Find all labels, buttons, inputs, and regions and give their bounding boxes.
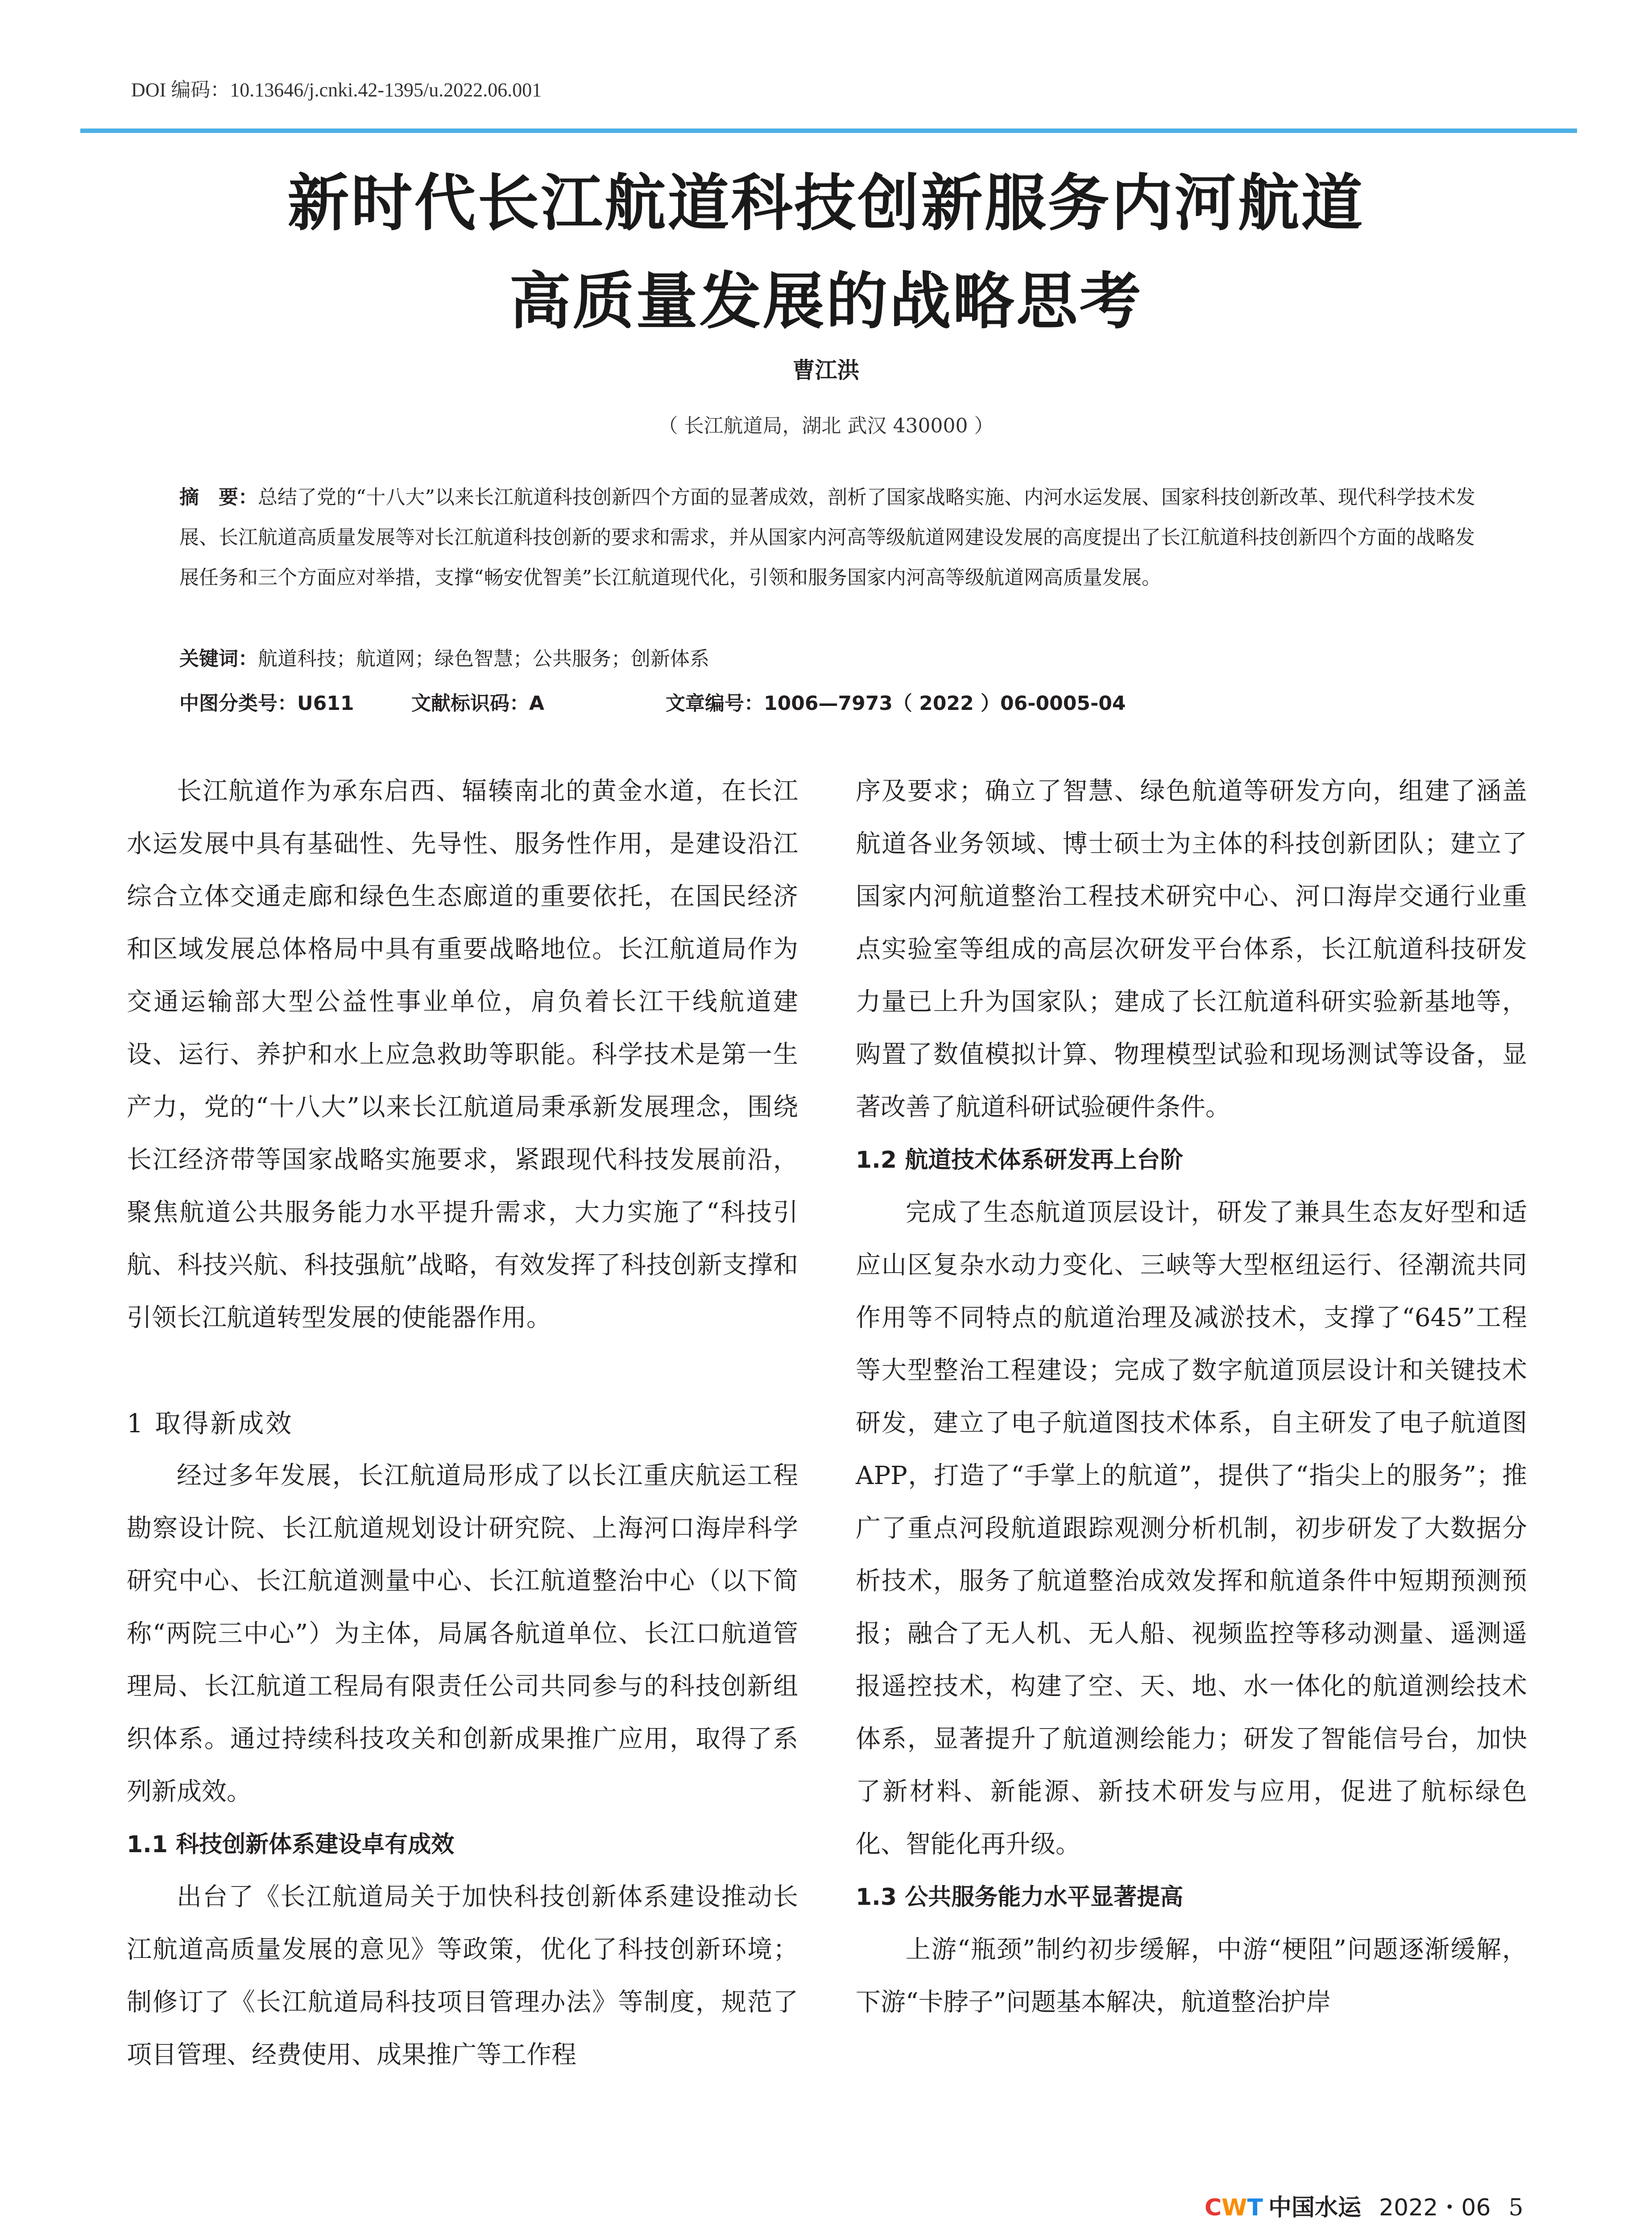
body-column-left (127, 765, 798, 2082)
body-paragraph: 经过多年发展，长江航道局形成了以长江重庆航运工程勘察设计院、长江航道规划设计研究院、上海河口海岸科学研究中心、长江航道测量中心、长江航道整治中心（以下简称“两院三中心”）为主体，局属各航道单位、长江口航道管理局、长江航道工程局有限责任公司共同参与的科技创新组织体系。通过持续科技攻关和创新成果推广应用，取得了系列新成效。 (127, 1461, 798, 1806)
abstract (179, 477, 1486, 598)
keywords (179, 643, 1486, 671)
article-title-line-2: 高质量发展的战略思考 (509, 265, 1143, 337)
body-paragraph: 长江航道作为承东启西、辐辏南北的黄金水道，在长江水运发展中具有基础性、先导性、服务性作用，是建设沿江综合立体交通走廊和绿色生态廊道的重要依托，在国民经济和区域发展总体格局中具有重要战略地位。长江航道局作为交通运输部大型公益性事业单位，肩负着长江干线航道建设、运行、养护和水上应急救助等职能。科学技术是第一生产力，党的“十八大”以来长江航道局秉承新发展理念，围绕长江经济带等国家战略实施要求，紧跟现代科技发展前沿，聚焦航道公共服务能力水平提升需求，大力实施了“科技引航、科技兴航、科技强航”战略，有效发挥了科技创新支撑和引领长江航道转型发展的使能器作用。 (127, 777, 798, 1332)
article-title-line-1: 新时代长江航道科技创新服务内河航道 (287, 166, 1365, 239)
issue-number: 2022・06 (1379, 2194, 1491, 2221)
section-gap (127, 1344, 798, 1397)
article-number: 文章编号：1006—7973（ 2022 ）06-0005-04 (666, 692, 1126, 715)
author-affiliation: （ 长江航道局，湖北 武汉 430000 ） (658, 415, 994, 437)
subsection-heading: 1.3 公共服务能力水平显著提高 (856, 1884, 1184, 1911)
body-paragraph: 出台了《长江航道局关于加快科技创新体系建设推动长江航道高质量发展的意见》等政策，优化了科技创新环境；制修订了《长江航道局科技项目管理办法》等制度，规范了项目管理、经费使用、成果推广等工作程 (127, 1883, 798, 2069)
abstract-label: 摘 要： (179, 486, 258, 509)
section-heading: 1 取得新成效 (127, 1408, 294, 1439)
clc-number: 中图分类号：U611 (179, 692, 354, 715)
cwt-logo: CWT (1205, 2194, 1263, 2221)
subsection-heading: 1.2 航道技术体系研发再上台阶 (856, 1147, 1184, 1174)
header-rule (80, 129, 1577, 133)
body-paragraph: 序及要求；确立了智慧、绿色航道等研发方向，组建了涵盖航道各业务领域、博士硕士为主体的科技创新团队；建立了国家内河航道整治工程技术研究中心、河口海岸交通行业重点实验室等组成的高层次研发平台体系，长江航道科技研发力量已上升为国家队；建成了长江航道科研实验新基地等，购置了数值模拟计算、物理模型试验和现场测试等设备，显著改善了航道科研试验硬件条件。 (856, 777, 1527, 1122)
keywords-label: 关键词： (179, 647, 258, 670)
doi-line: DOI 编码：10.13646/j.cnki.42-1395/u.2022.06.001 (131, 79, 542, 101)
document-code: 文献标识码：A (411, 692, 545, 715)
body-paragraph: 上游“瓶颈”制约初步缓解，中游“梗阻”问题逐渐缓解，下游“卡脖子”问题基本解决，航道整治护岸 (856, 1935, 1527, 2017)
magazine-name: 中国水运 (1268, 2194, 1362, 2221)
subsection-heading: 1.1 科技创新体系建设卓有成效 (127, 1831, 455, 1858)
body-paragraph: 完成了生态航道顶层设计，研发了兼具生态友好型和适应山区复杂水动力变化、三峡等大型枢纽运行、径潮流共同作用等不同特点的航道治理及减淤技术，支撑了“645”工程等大型整治工程建设；完成了数字航道顶层设计和关键技术研发，建立了电子航道图技术体系，自主研发了电子航道图 APP，打造了“手掌上的航道”，提供了“指尖上的服务”；推广了重点河段航道跟踪观测分析机制，初步研发了大数据分析技术，服务了航道整治成效发挥和航道条件中短期预测预报；融合了无人机、无人船、视频监控等移动测量、遥测遥报遥控技术，构建了空、天、地、水一体化的航道测绘技术体系，显著提升了航道测绘能力；研发了智能信号台，加快了新材料、新能源、新技术研发与应用，促进了航标绿色化、智能化再升级。 (856, 1198, 1527, 1859)
body-column-right (856, 765, 1527, 2029)
page-footer (1205, 2189, 1561, 2222)
abstract-text: 总结了党的“十八大”以来长江航道科技创新四个方面的显著成效，剖析了国家战略实施、内河水运发展、国家科技创新改革、现代科学技术发展、长江航道高质量发展等对长江航道科技创新的要求和需求，并从国家内河高等级航道网建设发展的高度提出了长江航道科技创新四个方面的战略发展任务和三个方面应对举措，支撑“畅安优智美”长江航道现代化，引领和服务国家内河高等级航道网高质量发展。 (179, 486, 1475, 589)
page-number: 5 (1508, 2194, 1524, 2221)
author-name: 曹江洪 (792, 357, 860, 383)
keywords-text: 航道科技；航道网；绿色智慧；公共服务；创新体系 (258, 647, 709, 670)
